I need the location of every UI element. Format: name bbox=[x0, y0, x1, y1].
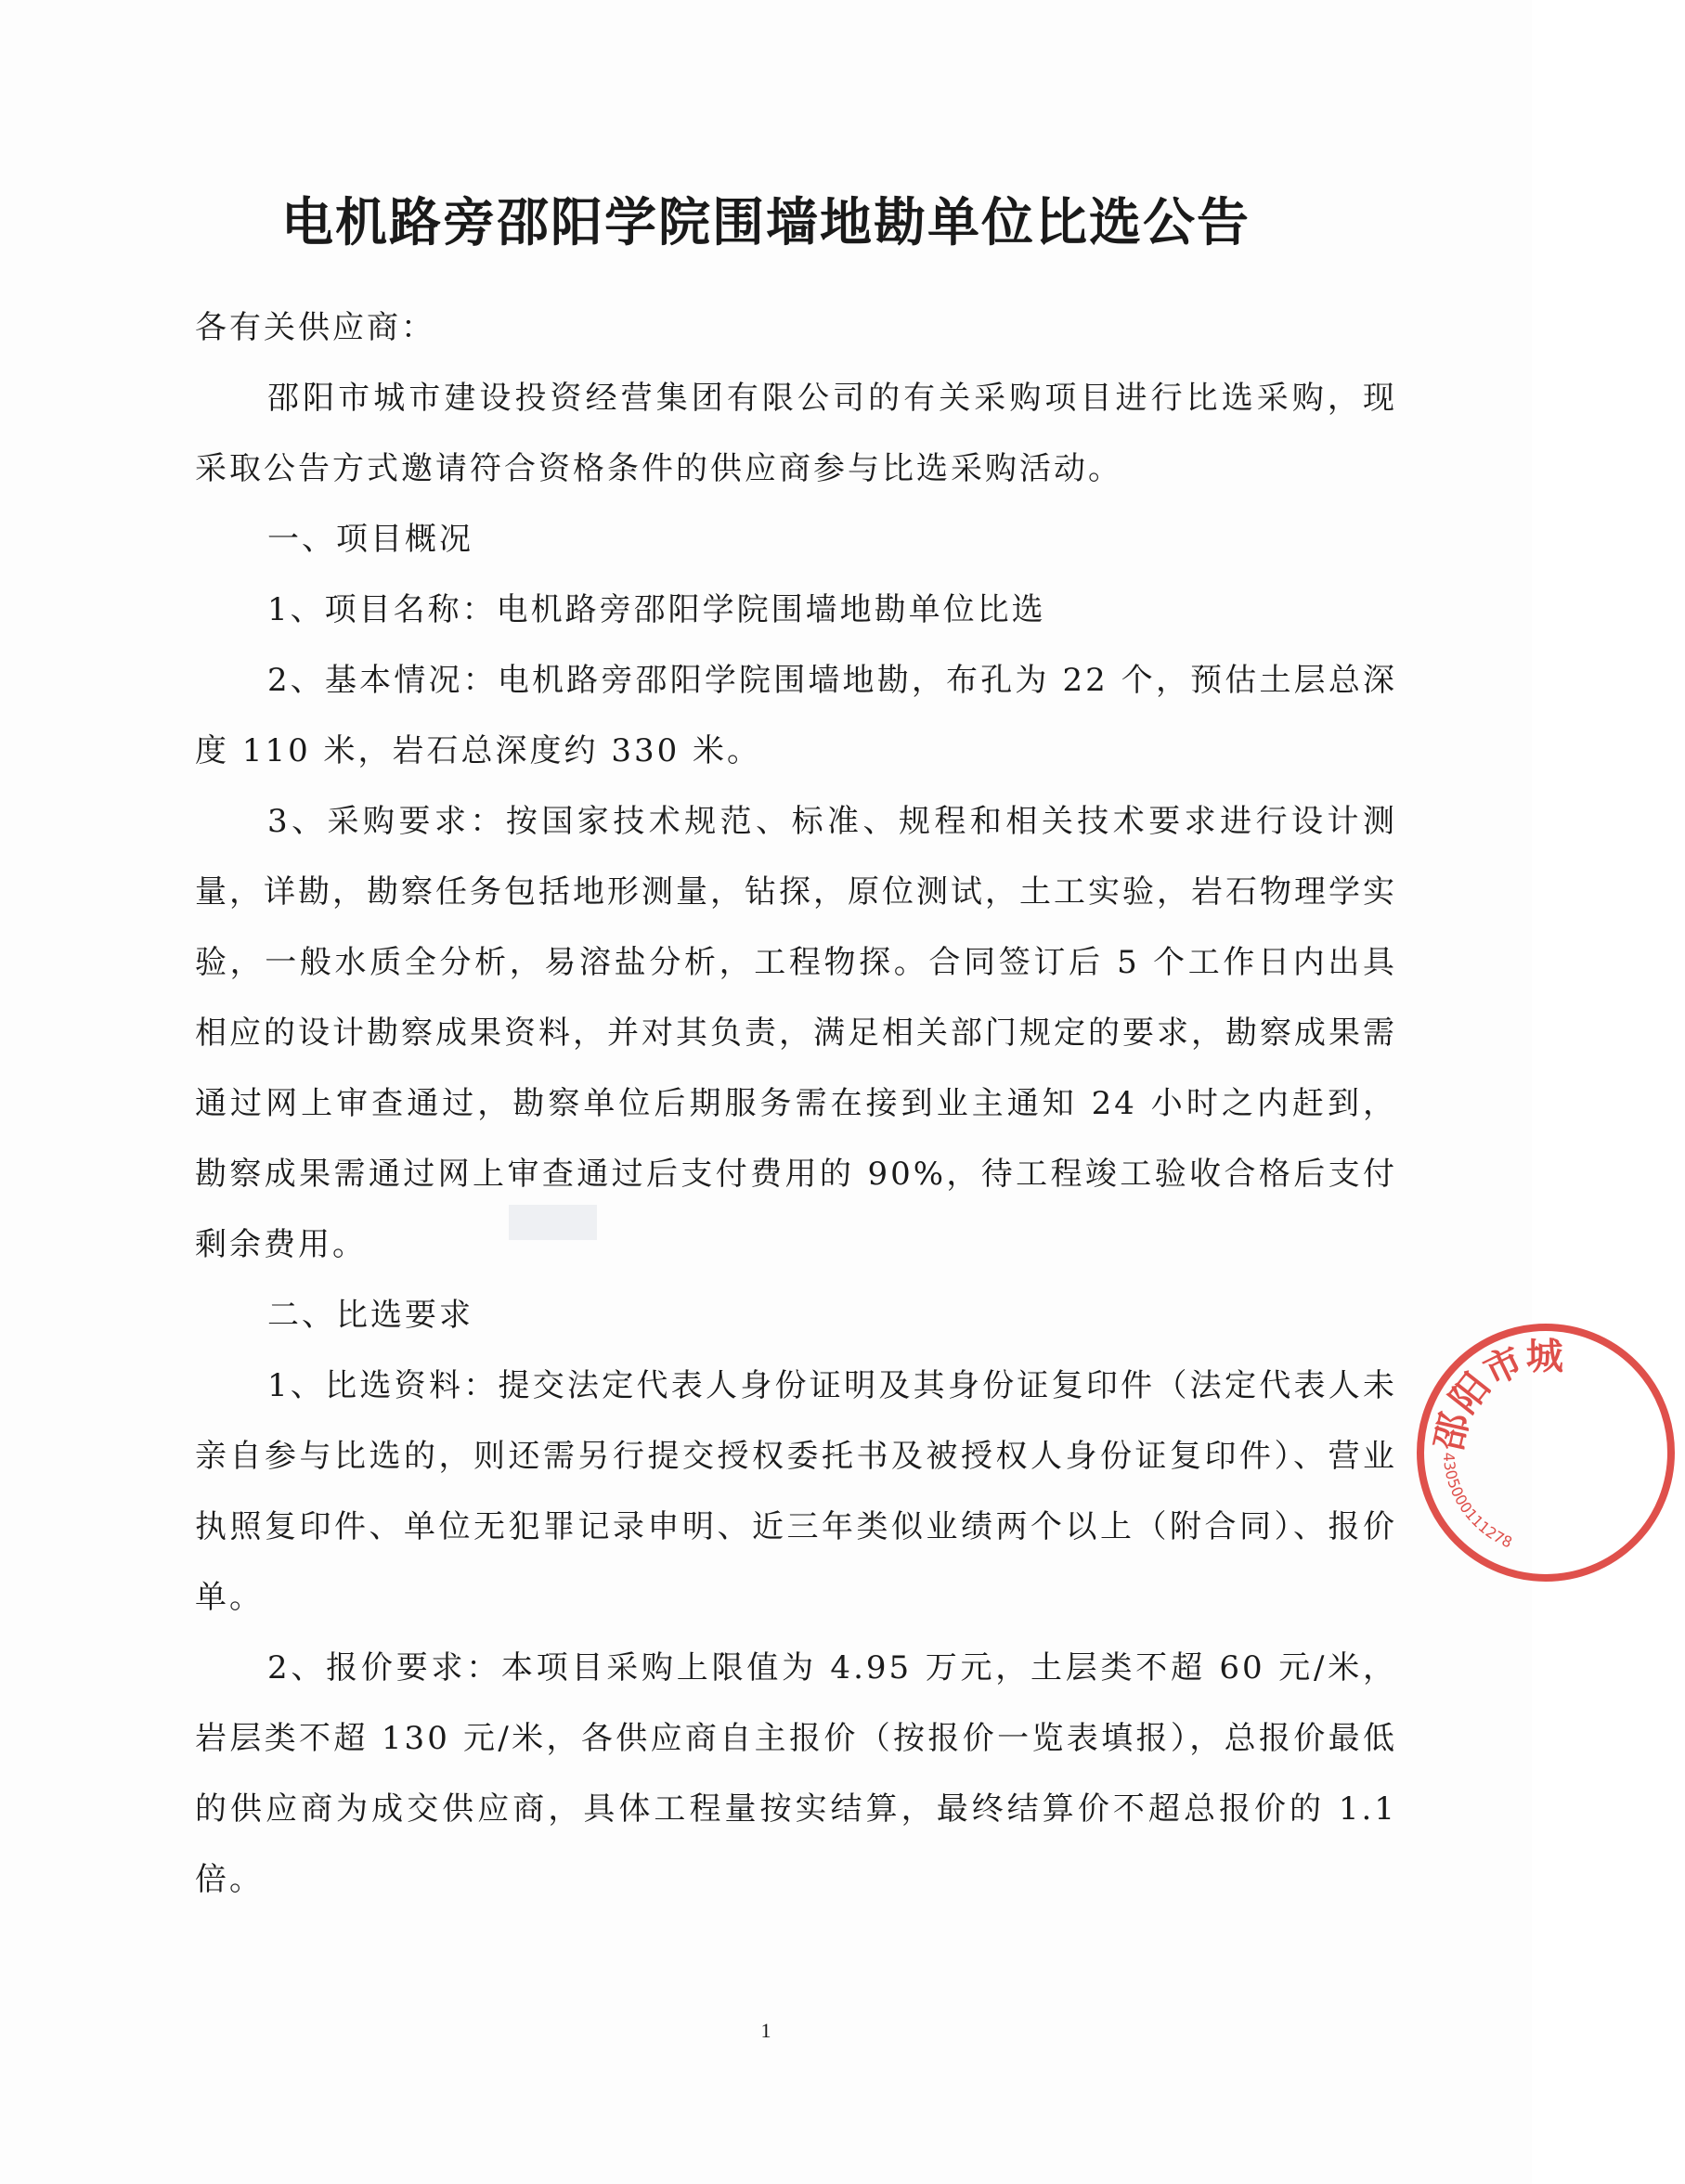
official-seal-icon bbox=[1406, 1313, 1685, 1592]
section-heading-selection: 二、比选要求 bbox=[267, 1297, 473, 1334]
overview-item-requirements: 3、采购要求：按国家技术规范、标准、规程和相关技术要求进行设计测量，详勘，勘察任务包括地形测量，钻探，原位测试，土工实验，岩石物理学实验，一般水质全分析，易溶盐分析，工程物探。合同签订后 5 个工作日内出具相应的设计勘察成果资料，并对其负责，满足相关部门规定的要求，勘察成果需通过网上审查通过，勘察单位后期服务需在接到业主通知 24 小时之内赶到，勘察成果需通过网上审查通过后支付费用的 90%，待工程竣工验收合格后支付剩余费用。 bbox=[195, 803, 1397, 1263]
section-heading-overview: 一、项目概况 bbox=[267, 521, 473, 558]
salutation: 各有关供应商： bbox=[195, 309, 435, 346]
seal-code: 4305000111278 bbox=[1439, 1452, 1515, 1552]
page-number: 1 bbox=[760, 2019, 771, 2042]
document-body bbox=[195, 292, 1397, 1915]
overview-item-basic-info: 2、基本情况：电机路旁邵阳学院围墙地勘，布孔为 22 个，预估土层总深度 110 米，岩石总深度约 330 米。 bbox=[195, 662, 1397, 769]
highlight-mark bbox=[509, 1205, 597, 1240]
overview-item-project-name: 1、项目名称：电机路旁邵阳学院围墙地勘单位比选 bbox=[267, 591, 1046, 628]
svg-text:邵阳市城 bbox=[1427, 1335, 1563, 1454]
document-title: 电机路旁邵阳学院围墙地勘单位比选公告 bbox=[281, 192, 1251, 253]
selection-item-quotation: 2、报价要求：本项目采购上限值为 4.95 万元，土层类不超 60 元/米，岩层类不超 130 元/米，各供应商自主报价（按报价一览表填报），总报价最低的供应商为成交供应商，具体工程量按实结算，最终结算价不超总报价的 1.1 倍。 bbox=[195, 1649, 1397, 1898]
selection-item-materials: 1、比选资料：提交法定代表人身份证明及其身份证复印件（法定代表人未亲自参与比选的，则还需另行提交授权委托书及被授权人身份证复印件）、营业执照复印件、单位无犯罪记录申明、近三年类似业绩两个以上（附合同）、报价单。 bbox=[195, 1367, 1397, 1616]
seal-text: 邵阳市城 bbox=[1426, 1334, 1564, 1454]
intro-paragraph: 邵阳市城市建设投资经营集团有限公司的有关采购项目进行比选采购，现采取公告方式邀请符合资格条件的供应商参与比选采购活动。 bbox=[195, 380, 1397, 487]
